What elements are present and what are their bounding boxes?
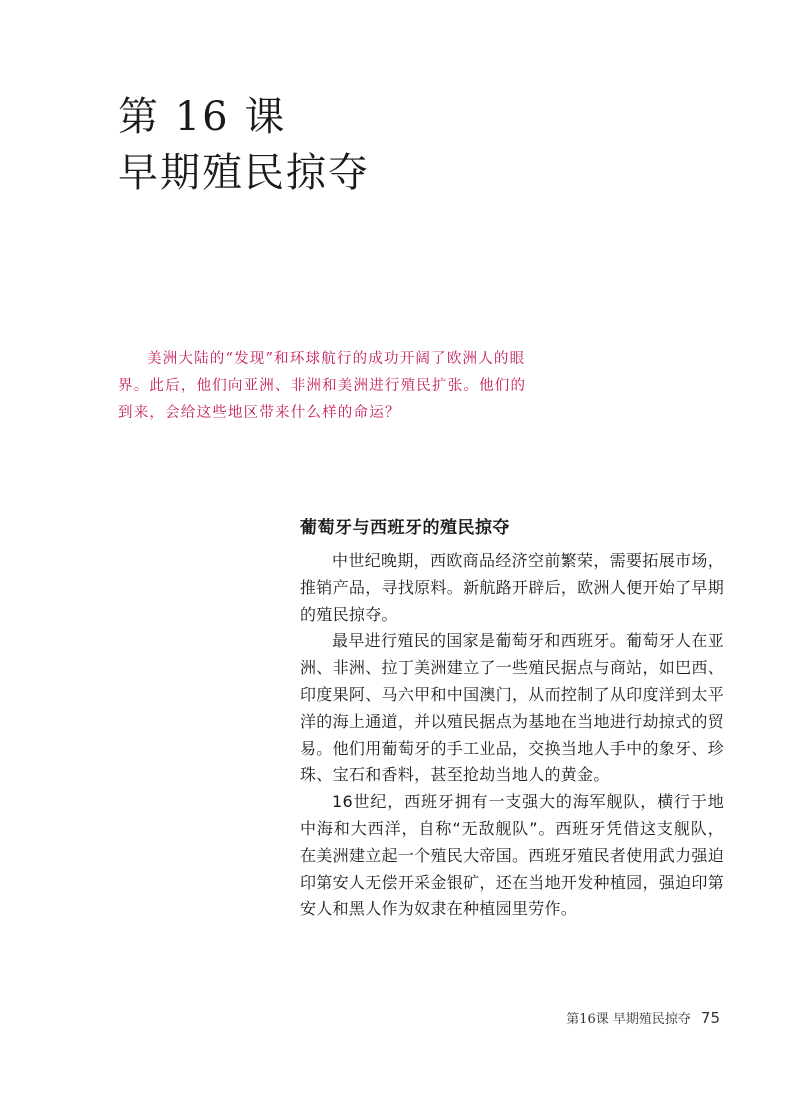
section-colonial-plunder <box>300 514 724 923</box>
section-heading: 葡萄牙与西班牙的殖民掠夺 <box>300 518 510 538</box>
lesson-title <box>118 92 370 198</box>
page-number: 75 <box>700 1009 720 1027</box>
page-footer <box>566 1008 720 1027</box>
lesson-number: 第 16 课 <box>118 94 287 140</box>
body-paragraph-3: 16世纪，西班牙拥有一支强大的海军舰队，横行于地中海和大西洋，自称“无敌舰队”。西班牙凭借这支舰队，在美洲建立起一个殖民大帝国。西班牙殖民者使用武力强迫印第安人无偿开采金银矿，还在当地开发种植园，强迫印第安人和黑人作为奴隶在种植园里劳作。 <box>300 792 724 919</box>
body-paragraph-1: 中世纪晚期，西欧商品经济空前繁荣，需要拓展市场，推销产品，寻找原料。新航路开辟后，欧洲人便开始了早期的殖民掠夺。 <box>300 551 724 624</box>
running-title: 第16课 早期殖民掠夺 <box>566 1012 691 1027</box>
body-paragraph-2: 最早进行殖民的国家是葡萄牙和西班牙。葡萄牙人在亚洲、非洲、拉丁美洲建立了一些殖民据点与商站，如巴西、印度果阿、马六甲和中国澳门，从而控制了从印度洋到太平洋的海上通道，并以殖民据点为基地在当地进行劫掠式的贸易。他们用葡萄牙的手工业品，交换当地人手中的象牙、珍珠、宝石和香料，甚至抢劫当地人的黄金。 <box>300 631 724 785</box>
lesson-name: 早期殖民掠夺 <box>118 150 370 196</box>
intro-paragraph: 美洲大陆的“发现”和环球航行的成功开阔了欧洲人的眼界。此后，他们向亚洲、非洲和美洲进行殖民扩张。他们的到来，会给这些地区带来什么样的命运？ <box>118 351 527 421</box>
